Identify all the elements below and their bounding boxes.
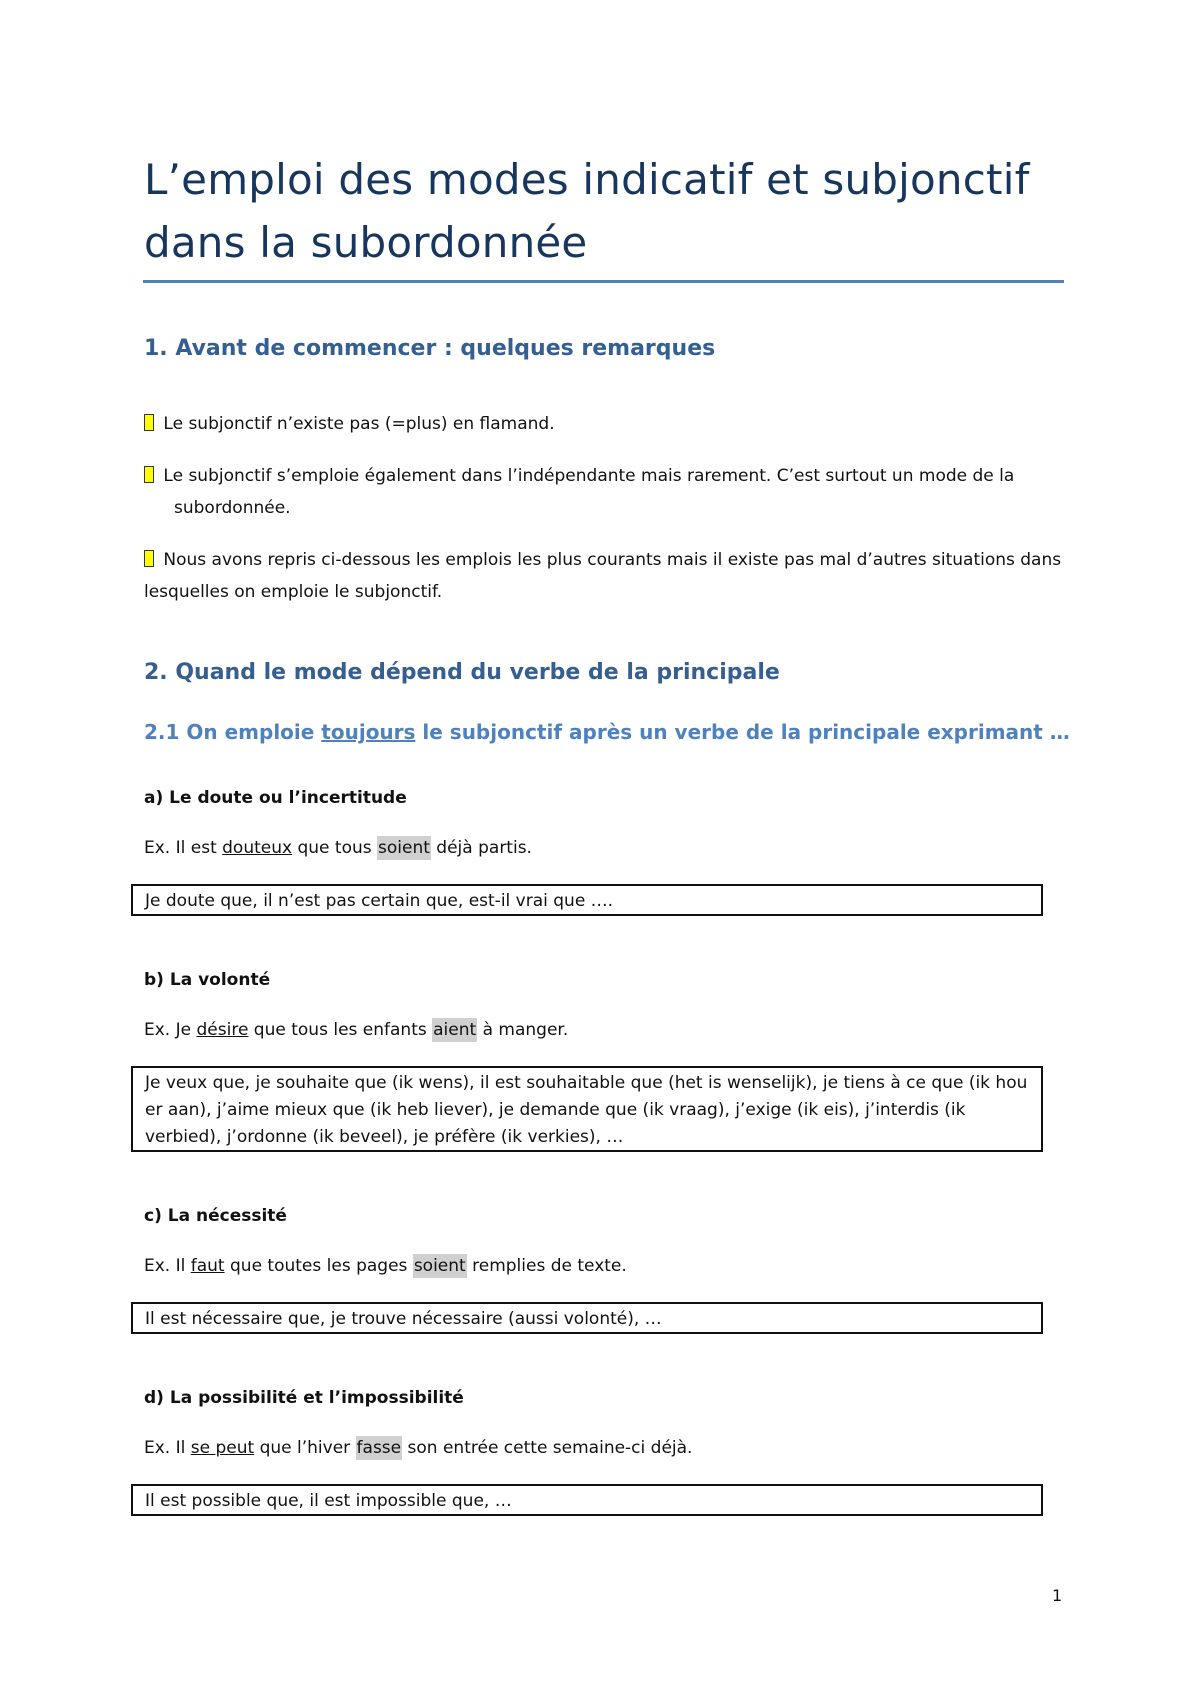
item-a-heading: a) Le doute ou l’incertitude <box>144 788 407 808</box>
item-d-expressions-box: Il est possible que, il est impossible que, … <box>131 1484 1043 1516</box>
bullet-icon <box>144 550 154 567</box>
example-middle: que l’hiver <box>254 1438 356 1458</box>
example-trigger-verb: faut <box>190 1256 225 1276</box>
bullet-icon <box>144 414 154 431</box>
remark-3-text: Nous avons repris ci-dessous les emplois les plus courants mais il existe pas mal d’autres situations dans lesquelles on emploie le subjonctif. <box>144 550 1062 602</box>
example-subjunctive-verb: aient <box>433 1020 477 1040</box>
section-2-1-heading <box>144 720 1070 744</box>
item-b-example <box>144 1020 568 1040</box>
example-trigger-verb: se peut <box>190 1438 255 1458</box>
title-underline-rule <box>143 280 1064 283</box>
remark-1-text: Le subjonctif n’existe pas (=plus) en flamand. <box>163 414 555 434</box>
document-title: L’emploi des modes indicatif et subjonctif dans la subordonnée <box>144 155 1030 267</box>
item-c-example <box>144 1256 627 1276</box>
example-suffix: remplies de texte. <box>466 1256 627 1276</box>
item-b-expressions-box: Je veux que, je souhaite que (ik wens), il est souhaitable que (het is wenselijk), je tiens à ce que (ik hou er aan), j’aime mieux que (ik heb liever), je demande que (ik vraag), j’exige (ik eis), j’interdis (ik verbied), j’ordonne (ik beveel), je préfère (ik verkies), … <box>131 1066 1043 1152</box>
remark-2-text: Le subjonctif s’emploie également dans l’indépendante mais rarement. C’est surtout un mode de la subordonnée. <box>163 466 1015 518</box>
remark-2 <box>144 460 1064 524</box>
remark-3 <box>144 544 1064 608</box>
bullet-icon <box>144 466 154 483</box>
remark-1 <box>144 408 1064 440</box>
example-middle: que toutes les pages <box>224 1256 413 1276</box>
example-prefix: Ex. Il est <box>144 838 223 858</box>
example-trigger-verb: désire <box>196 1020 249 1040</box>
example-prefix: Ex. Je <box>144 1020 197 1040</box>
item-c-expressions-box: Il est nécessaire que, je trouve nécessaire (aussi volonté), … <box>131 1302 1043 1334</box>
section-1-heading: 1. Avant de commencer : quelques remarques <box>144 336 716 361</box>
item-a-expressions-box: Je doute que, il n’est pas certain que, est-il vrai que …. <box>131 884 1043 916</box>
item-c-heading: c) La nécessité <box>144 1206 287 1226</box>
example-trigger-verb: douteux <box>222 838 293 858</box>
example-subjunctive-verb: fasse <box>356 1438 402 1458</box>
page-number: 1 <box>1052 1586 1063 1605</box>
item-b-heading: b) La volonté <box>144 970 271 990</box>
item-a-example <box>144 838 532 858</box>
example-suffix: à manger. <box>477 1020 569 1040</box>
example-suffix: son entrée cette semaine-ci déjà. <box>402 1438 693 1458</box>
section-2-1-heading-start: 2.1 On emploie <box>144 720 322 744</box>
example-prefix: Ex. Il <box>144 1438 191 1458</box>
item-d-example <box>144 1438 692 1458</box>
example-middle: que tous les enfants <box>248 1020 433 1040</box>
item-d-heading: d) La possibilité et l’impossibilité <box>144 1388 464 1408</box>
example-subjunctive-verb: soient <box>378 838 430 858</box>
example-subjunctive-verb: soient <box>413 1256 466 1276</box>
section-2-1-emphasis: toujours <box>321 720 416 744</box>
section-2-1-heading-end: le subjonctif après un verbe de la principale exprimant … <box>415 720 1070 744</box>
example-prefix: Ex. Il <box>144 1256 191 1276</box>
example-suffix: déjà partis. <box>430 838 532 858</box>
section-2-heading: 2. Quand le mode dépend du verbe de la principale <box>144 660 780 685</box>
example-middle: que tous <box>292 838 378 858</box>
